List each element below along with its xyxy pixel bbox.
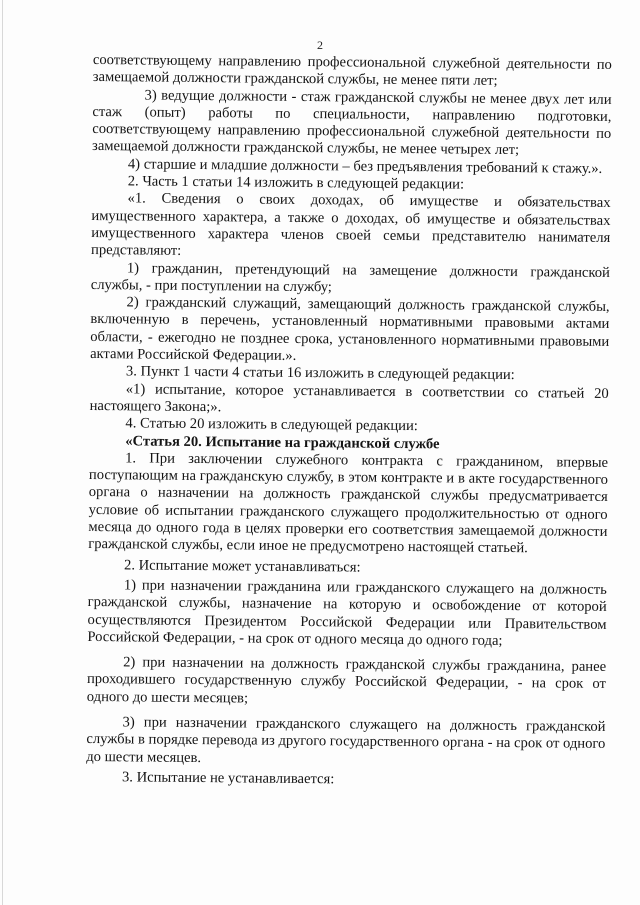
paragraph-civil-servant: 2) гражданский служащий, замещающий должность гражданской службы, включенную в перечень, установленный нормативными правовыми актами области, - ежегодно не позднее срока, установленного нормативными правовыми актами Российской Федерации.».: [90, 294, 610, 365]
paragraph-applicant-citizen: 1) гражданин, претендующий на замещение должности гражданской службы, - при поступлении на службу;: [90, 259, 610, 296]
paragraph-leading-positions: 3) ведущие должности - стаж гражданской службы не менее двух лет или стаж (опыт) работы по специальности, направлению подготовки, соответствующему направлению профессиональной служебной деятельности по замещаемой должности гражданской службы, не менее четырех лет;: [92, 87, 612, 159]
paragraph-probation-transfer: 3) при назначении гражданского служащего на должность гражданской службы в порядке перевода из другого государственного органа - на срок от одного до шести месяцев.: [86, 714, 606, 766]
paragraph-probation-clause: «1) испытание, которое устанавливается в соответствии со статьей 20 настоящего Закона;».: [89, 380, 609, 416]
paragraph-amendment-article-14: 2. Часть 1 статьи 14 изложить в следующей редакции:: [127, 173, 465, 193]
paragraph-probation-contract: 1. При заключении служебного контракта с гражданином, впервые поступающим на гражданскую службу, в этом контракте и в акте государственного органа о назначении на должность гражданской службы предусматривается условие об испытании гражданского служащего продолжительностью от одного месяца до одного года в целях проверки его соответствия замещаемой должности гражданской службы, если иное не предусмотрено настоящей статьей.: [88, 450, 609, 557]
paragraph-senior-junior-positions: 4) старшие и младшие должности – без предъявления требований к стажу.».: [127, 156, 603, 177]
paragraph-probation-president: 1) при назначении гражданина или гражданского служащего на должность гражданской службы, назначение на которую и освобождение от которой осуществляются Президентом Российской Федерации или Правительством Российской Федерации, - на срок от одного месяца до одного года;: [87, 577, 607, 649]
paragraph-continuation: соответствующему направлению профессиональной служебной деятельности по замещаемой должности гражданской службы, не менее пяти лет;: [92, 52, 612, 90]
paragraph-probation-may-be-set: 2. Испытание может устанавливаться:: [124, 556, 361, 576]
scan-edge-line: [2, 0, 3, 905]
document-body: [86, 52, 612, 791]
paragraph-amendment-article-20: 4. Статью 20 изложить в следующей редакции:: [125, 415, 418, 435]
paragraph-probation-not-set: 3. Испытание не устанавливается:: [121, 769, 335, 788]
paragraph-probation-former-service: 2) при назначении на должность гражданской службы гражданина, ранее проходившего государственную службу Российской Федерации, - на срок от одного до шести месяцев;: [86, 654, 607, 707]
article-20-heading: «Статья 20. Испытание на гражданской службе: [125, 432, 440, 452]
paragraph-amendment-article-16: 3. Пункт 1 части 4 статьи 16 изложить в следующей редакции:: [125, 363, 515, 384]
paragraph-income-declaration: «1. Сведения о своих доходах, об имуществе и обязательствах имущественного характера, а также о доходах, об имуществе и обязательствах имущественного характера членов своей семьи представителю нанимателя представляют:: [91, 190, 611, 260]
page-number: 2: [317, 38, 323, 52]
